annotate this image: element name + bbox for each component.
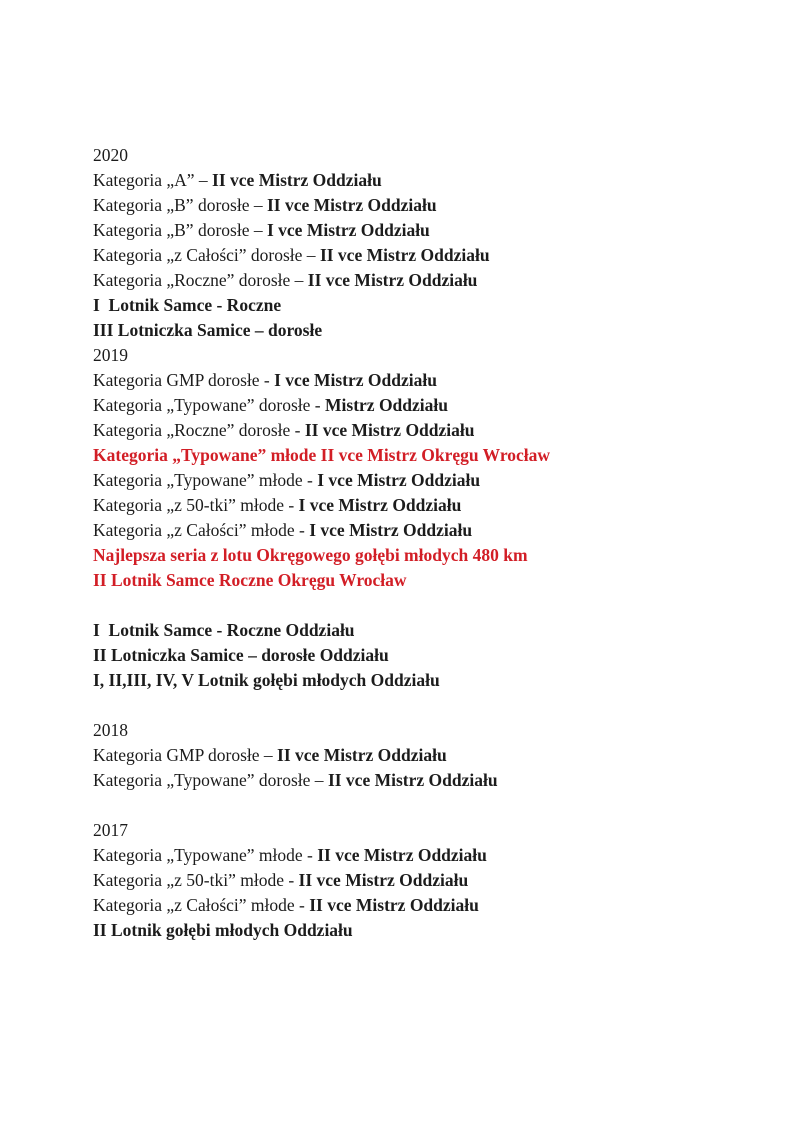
text-segment: I vce Mistrz Oddziału [298,495,462,515]
text-segment: II vce Mistrz Oddziału [212,170,382,190]
text-segment: Mistrz Oddziału [325,395,448,415]
achievement-line [93,918,753,943]
text-segment: Kategoria „Roczne” dorosłe - [93,420,305,440]
achievement-line [93,193,753,218]
achievement-line [93,868,753,893]
text-segment: 2018 [93,720,128,740]
achievement-line [93,843,753,868]
text-segment: Kategoria „B” dorosłe – [93,220,267,240]
achievement-line [93,768,753,793]
highlighted-text-segment: II Lotnik Samce Roczne Okręgu Wrocław [93,570,407,590]
text-segment: Kategoria „Typowane” dorosłe – [93,770,328,790]
text-segment: Kategoria „Typowane” młode - [93,845,318,865]
achievement-line [93,268,753,293]
achievement-line [93,443,753,468]
year-heading [93,718,753,743]
text-segment: Kategoria GMP dorosłe – [93,745,278,765]
text-segment: II Lotniczka Samice – dorosłe Oddziału [93,645,389,665]
achievement-line [93,518,753,543]
text-segment: II vce Mistrz Oddziału [309,895,479,915]
text-segment: I vce Mistrz Oddziału [317,470,481,490]
year-heading [93,343,753,368]
achievement-line [93,243,753,268]
text-segment: II vce Mistrz Oddziału [304,420,475,440]
achievement-line [93,318,753,343]
text-segment: Kategoria „B” dorosłe – [93,195,267,215]
text-segment: II vce Mistrz Oddziału [317,845,487,865]
text-segment: I Lotnik Samce - Roczne [93,295,282,315]
achievement-line [93,743,753,768]
text-segment: 2020 [93,145,128,165]
text-segment: Kategoria „Typowane” młode - [93,470,318,490]
text-segment: 2019 [93,345,128,365]
achievement-line [93,643,753,668]
text-segment: II vce Mistrz Oddziału [298,870,469,890]
text-segment: Kategoria „z Całości” dorosłe – [93,245,320,265]
blank-line [93,693,753,718]
text-segment: II vce Mistrz Oddziału [307,270,478,290]
text-segment: Kategoria „z Całości” młode - [93,895,310,915]
text-segment: II vce Mistrz Oddziału [277,745,447,765]
text-segment: I vce Mistrz Oddziału [274,370,437,390]
achievement-line [93,293,753,318]
text-segment: I vce Mistrz Oddziału [266,220,430,240]
achievement-line [93,368,753,393]
text-segment: Kategoria „Roczne” dorosłe – [93,270,308,290]
blank-line [93,793,753,818]
achievement-line [93,618,753,643]
achievement-line [93,218,753,243]
text-segment: Kategoria „z Całości” młode - [93,520,310,540]
text-segment: II Lotnik gołębi młodych Oddziału [93,920,353,940]
text-segment: 2017 [93,820,128,840]
achievement-line [93,893,753,918]
text-segment: I Lotnik Samce - Roczne Oddziału [93,620,355,640]
achievement-line [93,493,753,518]
achievement-line [93,418,753,443]
highlighted-text-segment: Kategoria „Typowane” młode II vce Mistrz Okręgu Wrocław [93,445,551,465]
text-segment: II vce Mistrz Oddziału [266,195,437,215]
text-segment: Kategoria „Typowane” dorosłe - [93,395,326,415]
text-segment: II vce Mistrz Oddziału [327,770,498,790]
achievement-line [93,168,753,193]
year-heading [93,143,753,168]
text-segment: I, II,III, IV, V Lotnik gołębi młodych Oddziału [93,670,440,690]
highlighted-text-segment: Najlepsza seria z lotu Okręgowego gołębi młodych 480 km [93,545,528,565]
text-segment: Kategoria „A” – [93,170,213,190]
achievement-line [93,468,753,493]
achievement-line [93,543,753,568]
text-segment: Kategoria GMP dorosłe - [93,370,275,390]
achievement-line [93,568,753,593]
text-segment: Kategoria „z 50-tki” młode - [93,495,299,515]
achievement-line [93,668,753,693]
blank-line [93,593,753,618]
text-segment: II vce Mistrz Oddziału [319,245,490,265]
text-segment: III Lotniczka Samice – dorosłe [93,320,323,340]
year-heading [93,818,753,843]
text-segment: Kategoria „z 50-tki” młode - [93,870,299,890]
achievement-line [93,393,753,418]
document-content [93,143,753,943]
text-segment: I vce Mistrz Oddziału [309,520,473,540]
